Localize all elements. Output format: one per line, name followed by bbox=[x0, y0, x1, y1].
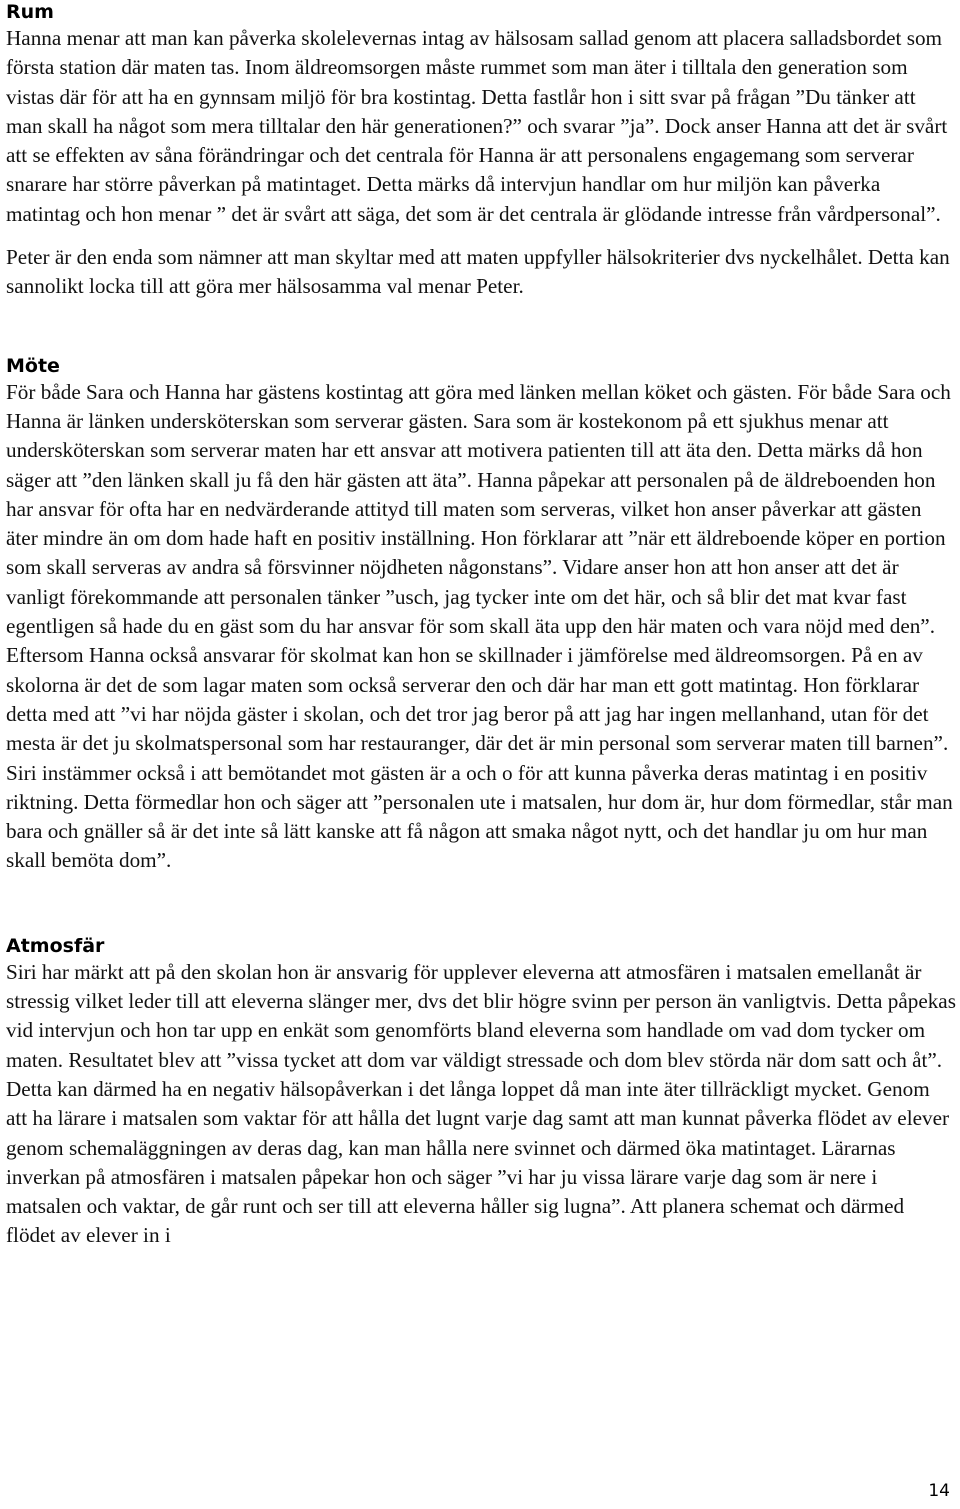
paragraph-atmosfar-1: Siri har märkt att på den skolan hon är ansvarig för upplever eleverna att atmosfären i matsalen emellanåt är stressig vilket leder till att eleverna slänger mer, dvs det blir högre svinn per person än vanligtvis. Detta påpekas vid intervjun och hon tar upp en enkät som genomförts bland eleverna som handlade om vad dom tycker om maten. Resultatet blev att ”vissa tycket att dom var väldigt stressade och dom blev störda när dom satt och åt”. Detta kan därmed ha en negativ hälsopåverkan i det långa loppet då man inte äter tillräckligt mycket. Genom att ha lärare i matsalen som vaktar för att hålla det lugnt varje dag samt att man kunnat påverka flödet av elever genom schemaläggningen av deras dag, kan man hålla nere svinnet och därmed öka matintaget. Lärarnas inverkan på atmosfären i matsalen påpekar hon och säger ”vi har ju vissa lärare varje dag som är nere i matsalen och vaktar, de går runt och ser till att eleverna håller sig lugna”. Att planera schemat och därmed flödet av elever in i bbox=[6, 959, 956, 1248]
document-page bbox=[6, 0, 956, 1251]
paragraph-mote-1: För både Sara och Hanna har gästens kostintag att göra med länken mellan köket och gästen. För både Sara och Hanna är länken undersköterskan som serverar gästen. Sara som är kostekonom på ett sjukhus menar att undersköterskan som serverar maten har ett ansvar att motivera patienten till att äta den. Detta märks då hon säger att ”den länken skall ju få den här gästen att äta”. Hanna påpekar att personalen på de äldreboenden hon har ansvar för ofta har en nedvärderande attityd till maten som serveras, vilket hon anser påverkar att gästen äter mindre än om dom hade haft en positiv inställning. Hon förklarar att ”när ett äldreboende köper en portion som skall serveras av andra så försvinner nöjdheten någonstans”. Vidare anser hon att hon anser att det är vanligt förekommande att personalen tänker ”usch, jag tycker inte om det här, och så blir det mat kvar fast egentligen så hade du en gäst som du har ansvar för som skall äta upp den här maten och vara nöjd med den”. Eftersom Hanna också ansvarar för skolmat kan hon se skillnader i jämförelse med äldreomsorgen. På en av skolorna är det de som lagar maten som också serverar den och där har man ett gott matintag. Hon förklarar detta med att ”vi har nöjda gäster i skolan, och det tror jag beror på att jag har ingen mellanhand, utan för det mesta är det ju skolmatspersonal som har restauranger, där det är min personal som serverar maten till barnen”. Siri instämmer också i att bemötandet mot gästen är a och o för att kunna påverka deras matintag i en positiv riktning. Detta förmedlar hon och säger att ”personalen ute i matsalen, hur dom är, hur dom förmedlar, står man bara och gnäller så är det inte så lätt kanske att få någon att smaka något nytt, och det handlar ju om hur man skall bemöta dom”. bbox=[6, 379, 953, 873]
paragraph-gap bbox=[6, 229, 956, 243]
page-number: 14 bbox=[928, 1481, 950, 1501]
section-heading-atmosfar: Atmosfär bbox=[6, 934, 105, 957]
section-gap bbox=[6, 876, 956, 934]
section-heading-mote: Möte bbox=[6, 354, 60, 377]
section-heading-rum: Rum bbox=[6, 1, 54, 23]
paragraph-rum-1: Hanna menar att man kan påverka skolelevernas intag av hälsosam sallad genom att placera salladsbordet som första station där maten tas. Inom äldreomsorgen måste rummet som man äter i tilltala den generation som vistas där för att ha en gynnsam miljö för bra kostintag. Detta fastlår hon i sitt svar på frågan ”Du tänker att man skall ha något som mera tilltalar den här generationen?” och svarar ”ja”. Dock anser Hanna att det är svårt att se effekten av såna förändringar och det centrala för Hanna är att personalens engagemang som serverar snarare har större påverkan på matintaget. Detta märks då intervjun handlar om hur miljön kan påverka matintag och hon menar ” det är svårt att säga, det som är det centrala är glödande intresse från vårdpersonal”. bbox=[6, 26, 948, 226]
paragraph-rum-2: Peter är den enda som nämner att man skyltar med att maten uppfyller hälsokriterier dvs nyckelhålet. Detta kan sannolikt locka till att göra mer hälsosamma val menar Peter. bbox=[6, 245, 950, 299]
section-gap bbox=[6, 302, 956, 354]
